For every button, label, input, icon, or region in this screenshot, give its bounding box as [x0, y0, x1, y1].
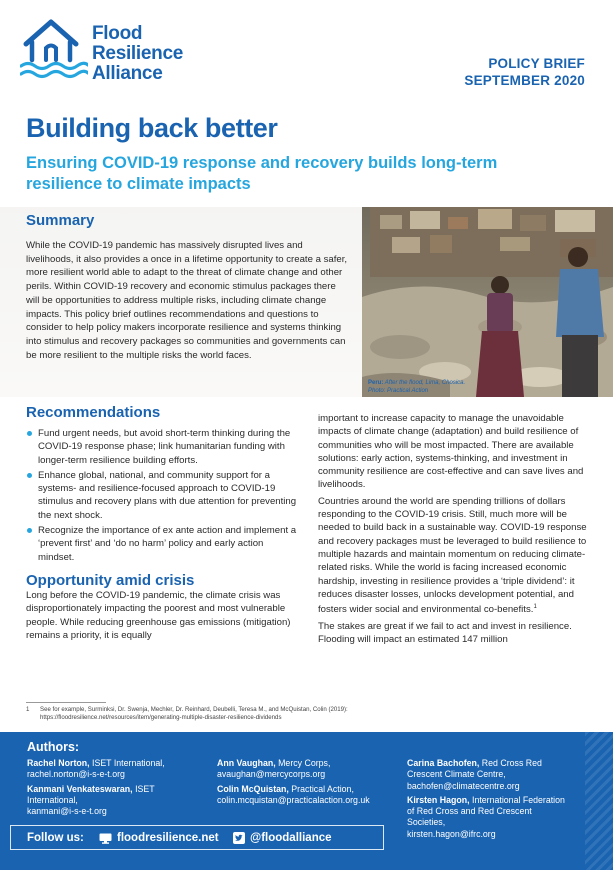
- caption-credit: Photo: Practical Action: [368, 388, 429, 394]
- opportunity-text-left: Long before the COVID-19 pandemic, the climate crisis was disproportionately impacting the poorest and most vulnerable people. While reducing greenhouse gas emissions (mitigation) remains a priority, it is equally: [26, 589, 291, 641]
- summary-box: [0, 207, 362, 397]
- author-email[interactable]: rachel.norton@i-s-e-t.org: [27, 769, 125, 780]
- logo-wordmark: Flood Resilience Alliance: [92, 23, 183, 84]
- house-wave-logo-icon: [20, 16, 88, 82]
- brief-type: POLICY BRIEF: [488, 56, 585, 71]
- left-column: [26, 404, 298, 646]
- opportunity-heading: Opportunity amid crisis: [26, 571, 195, 589]
- brief-date: SEPTEMBER 2020: [464, 73, 585, 88]
- author-entry: Kirsten Hagon, International Federation of Red Cross and Red Crescent Societies, kirsten.hagon@ifrc.org: [407, 794, 565, 839]
- summary-band: [0, 207, 613, 397]
- authors-column-3: [407, 758, 572, 843]
- author-email[interactable]: colin.mcquistan@practicalaction.org.uk: [217, 794, 370, 805]
- recommendations-list: [26, 427, 298, 564]
- policy-brief-label: [464, 55, 585, 89]
- author-entry: Ann Vaughan, Mercy Corps, avaughan@mercycorps.org: [217, 758, 331, 780]
- author-entry: Rachel Norton, ISET International, rachel.norton@i-s-e-t.org: [27, 758, 165, 780]
- list-item: Fund urgent needs, but avoid short-term thinking during the COVID-19 response phase; link humanitarian funding with longer-term resilience building efforts.: [26, 427, 298, 467]
- footnote-ref[interactable]: 1: [533, 604, 537, 611]
- monitor-icon: [99, 833, 112, 844]
- footnote: [26, 706, 586, 722]
- summary-text: While the COVID-19 pandemic has massively disrupted lives and livelihoods, it also provides a once in a lifetime opportunity to create a safer, more resilient world able to adapt to the threat of climate change and other perils. Within COVID-19 recovery and economic stimulus packages there will be opportunities to address multiple risks, including climate change impacts. This policy brief outlines recommendations and questions to consider to help policy makers incorporate resilience and systems thinking into stimulus and recovery packages so communities and governments can be more resilient to the multiple risks the world faces.: [26, 240, 348, 361]
- author-email[interactable]: avaughan@mercycorps.org: [217, 769, 326, 780]
- page-subtitle: Ensuring COVID-19 response and recovery builds long-term resilience to climate impacts: [26, 154, 498, 193]
- recommendations-heading: Recommendations: [26, 404, 161, 421]
- footnote-citation: See for example, Surminksi, Dr. Swenja, Mechler, Dr. Reinhard, Deubelli, Teresa M., and McQuistan, Colin (2019):: [40, 706, 348, 713]
- twitter-icon: [233, 832, 245, 844]
- authors-band: [0, 732, 613, 870]
- caption-place: Peru:: [368, 380, 384, 386]
- footnote-link[interactable]: https://floodresilience.net/resources/item/generating-multiple-disaster-resilience-dividends: [40, 714, 282, 721]
- photo-caption: [368, 379, 465, 395]
- authors-column-2: [217, 758, 403, 809]
- summary-heading: Summary: [26, 212, 95, 229]
- footnote-number: 1: [26, 706, 30, 713]
- fra-logo: [20, 16, 210, 92]
- follow-us-label: Follow us:: [27, 832, 84, 844]
- author-entry: Carina Bachofen, Red Cross Red Crescent Climate Centre, bachofen@climatecentre.org: [407, 758, 542, 791]
- footnote-divider: [26, 702, 106, 703]
- twitter-link[interactable]: @floodalliance: [233, 832, 332, 844]
- authors-heading: Authors:: [27, 740, 80, 754]
- author-email[interactable]: bachofen@climatecentre.org: [407, 780, 520, 791]
- authors-column-1: [27, 758, 207, 820]
- caption-text: After the flood, Lima, Chosica.: [384, 380, 466, 386]
- opportunity-paragraph-3: The stakes are great if we fail to act and invest in resilience. Flooding will impact an estimated 147 million: [318, 620, 572, 645]
- list-item: Enhance global, national, and community support for a systems- and resilience-focused approach to COVID-19 stimulus and recovery plans with due attention for preventing the next shock.: [26, 469, 298, 522]
- author-entry: Colin McQuistan, Practical Action, colin.mcquistan@practicalaction.org.uk: [217, 783, 370, 805]
- author-entry: Kanmani Venkateswaran, ISET International, kanmani@i-s-e-t.org: [27, 783, 155, 817]
- website-link[interactable]: floodresilience.net: [99, 832, 219, 844]
- follow-us-bar: [10, 825, 384, 850]
- opportunity-paragraph-2: Countries around the world are spending trillions of dollars responding to the COVID-19 crisis. Still, much more will be needed to build back in a sustainable way. COVID-19 response and recovery packages must be leveraged to build resilience to multiple hazards and maintain momentum on reducing climate-related risks. While the world is facing increased economic hardship, investing in resilience provides a ‘triple dividend’: it reduces disaster losses, unlocks development potential, and fosters wider social and environmental co-benefits.$^1$: [318, 495, 587, 616]
- page-title: Building back better: [26, 113, 278, 143]
- list-item: Recognize the importance of ex ante action and implement a ‘prevent first’ and ‘do no harm’ policy and early action mindset.: [26, 524, 298, 564]
- author-email[interactable]: kanmani@i-s-e-t.org: [27, 806, 107, 817]
- author-email[interactable]: kirsten.hagon@ifrc.org: [407, 828, 496, 839]
- opportunity-paragraph-1: important to increase capacity to manage the unavoidable impacts of climate change (adaptation) and build resilience of communities who will be most impacted. There are available solutions: early action, systems-thinking, and investment in community resilience are cost-effective and can save lives and livelihoods.: [318, 413, 584, 491]
- right-column: [318, 412, 588, 649]
